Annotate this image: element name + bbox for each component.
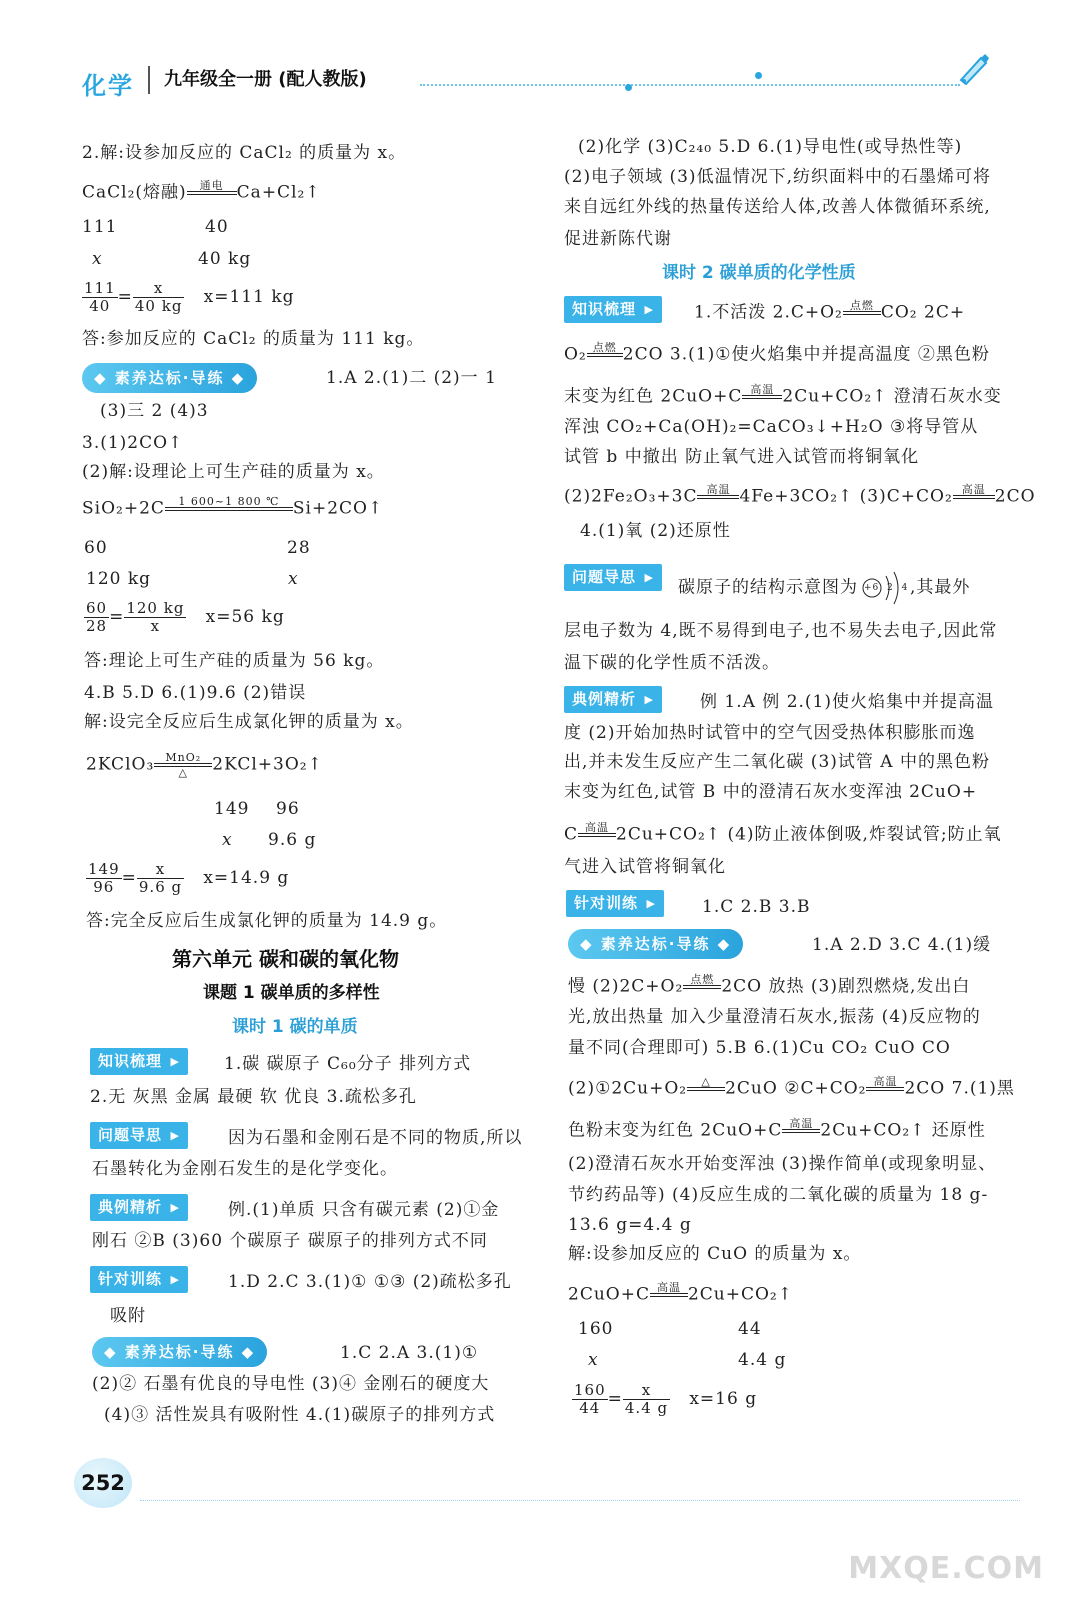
frac-num: 160 xyxy=(574,1381,606,1399)
eq-left: 末变为红色 2CuO+C xyxy=(564,386,743,407)
text-line: 4.B 5.D 6.(1)9.6 (2)错误 xyxy=(84,683,307,703)
equation-line xyxy=(564,342,990,368)
frac-num: x xyxy=(623,1382,670,1400)
unit-title: 第六单元 碳和碳的氧化物 xyxy=(172,947,399,971)
eq-left: 2CuO+C xyxy=(568,1284,650,1305)
eq-arrow xyxy=(683,974,721,1000)
text-line: 答:参加反应的 CaCl₂ 的质量为 111 kg。 xyxy=(82,329,425,349)
text-line: 44 xyxy=(738,1319,762,1339)
eq-left: O₂ xyxy=(564,344,587,365)
text-part: ,其最外 xyxy=(910,577,971,598)
header-dot xyxy=(755,72,762,79)
equation-line xyxy=(568,1076,1015,1102)
text-line: 4.4 g xyxy=(738,1350,787,1370)
eq-right: Ca+Cl₂↑ xyxy=(236,182,321,203)
eq-left: 慢 (2)2C+O₂ xyxy=(568,976,684,997)
text-line: 答:理论上可生产硅的质量为 56 kg。 xyxy=(84,651,385,671)
section-pill: ◆ 素养达标·导练 ◆ xyxy=(568,929,743,959)
eq-arrow xyxy=(154,752,212,778)
text-line: x xyxy=(222,830,233,850)
frac-den: 40 xyxy=(89,297,111,315)
text-line: 例.(1)单质 只含有碳元素 (2)①金 xyxy=(228,1200,500,1220)
text-line: 40 xyxy=(205,217,229,237)
tag-practice: 针对训练 ▶ xyxy=(90,1266,188,1293)
result: x=14.9 g xyxy=(203,868,290,888)
eq-right: 2Cu+CO₂↑ 澄清石灰水变 xyxy=(782,386,1002,407)
tag-example: 典例精析 ▶ xyxy=(90,1194,188,1221)
eq-arrow xyxy=(165,496,293,522)
fraction-line: $\frac{149}{96}$ = $\frac{x}{9.6 g}$ x=14.9 g xyxy=(88,860,290,896)
eq-arrow xyxy=(650,1282,688,1308)
eq-condition: 高温 xyxy=(873,1075,898,1088)
eq-arrow xyxy=(578,822,616,848)
text-line: 量不同(合理即可) 5.B 6.(1)Cu CO₂ CuO CO xyxy=(568,1038,951,1058)
topic-title: 课题 1 碳单质的多样性 xyxy=(203,983,380,1003)
eq-condition: 点燃 xyxy=(690,973,715,986)
frac-num: 149 xyxy=(88,860,120,878)
grade-text: 九年级全一册 xyxy=(164,69,272,90)
eq-arrow xyxy=(843,300,881,326)
text-line: 4.(1)氧 (2)还原性 xyxy=(580,521,731,541)
section-pill: ◆ 素养达标·导练 ◆ xyxy=(92,1337,267,1367)
equation-line xyxy=(568,1282,793,1308)
eq-arrow xyxy=(587,342,623,368)
eq-arrow xyxy=(742,384,782,410)
eq-condition: 通电 xyxy=(199,179,224,192)
text-line: 28 xyxy=(287,538,311,558)
result: x=16 g xyxy=(689,1389,758,1409)
text-line: 例 1.A 例 2.(1)使火焰集中并提高温 xyxy=(700,692,995,712)
text-line: 促进新陈代谢 xyxy=(564,229,672,249)
equation-line xyxy=(568,974,970,1000)
watermark: MXQE.COM xyxy=(848,1551,1044,1586)
text-line: 111 xyxy=(82,217,118,237)
eq-condition: △ xyxy=(701,1075,711,1088)
text-line xyxy=(678,568,970,608)
frac-den: 9.6 g xyxy=(138,878,183,896)
eq-condition: 点燃 xyxy=(592,341,617,354)
eq-left: 2KClO₃ xyxy=(86,754,155,775)
pen-icon xyxy=(955,50,991,90)
eq-left: SiO₂+2C xyxy=(82,498,165,519)
text-line: 来自远红外线的热量传送给人体,改善人体微循环系统, xyxy=(564,197,991,217)
text-line: 9.6 g xyxy=(268,830,317,850)
eq-left: 色粉末变为红色 2CuO+C xyxy=(568,1120,783,1141)
text-line: x xyxy=(288,569,299,589)
text-line: 答:完全反应后生成氯化钾的质量为 14.9 g。 xyxy=(86,911,448,931)
text-line: 浑浊 CO₂+Ca(OH)₂=CaCO₃↓+H₂O ③将导管从 xyxy=(564,417,979,437)
text-line: 2.解:设参加反应的 CaCl₂ 的质量为 x。 xyxy=(82,143,407,163)
text-line: 解:设完全反应后生成氯化钾的质量为 x。 xyxy=(84,712,414,732)
tag-practice: 针对训练 ▶ xyxy=(566,890,664,917)
text-line: 1.A 2.(1)二 (2)一 1 xyxy=(326,368,497,388)
eq-right: 2CO 3.(1)①使火焰集中并提高温度 ②黑色粉 xyxy=(622,344,990,365)
frac-den: 28 xyxy=(86,617,108,635)
fraction-line: $\frac{60}{28}$ = $\frac{120 kg}{x}$ x=56 kg xyxy=(86,599,285,635)
text-line: 1.C 2.B 3.B xyxy=(702,897,811,917)
eq-right: 2Cu+CO₂↑ (4)防止液体倒吸,炸裂试管;防止氧 xyxy=(616,824,1002,845)
eq-right: CO₂ 2C+ xyxy=(880,302,966,323)
eq-middle: 2CuO ②C+CO₂ xyxy=(725,1078,867,1099)
result: x=56 kg xyxy=(205,607,285,627)
eq-right: 2CO 7.(1)黑 xyxy=(904,1078,1015,1099)
eq-condition: 高温 xyxy=(706,483,731,496)
eq-left: 1.不活泼 2.C+O₂ xyxy=(694,302,843,323)
header-dot xyxy=(625,84,632,91)
frac-num: 120 kg xyxy=(126,599,185,617)
text-line: 光,放出热量 加入少量澄清石灰水,振荡 (4)反应物的 xyxy=(568,1007,981,1027)
eq-heat: △ xyxy=(178,766,188,779)
text-line: x xyxy=(92,249,103,269)
tag-question: 问题导思 ▶ xyxy=(90,1122,188,1149)
atom-shells: 2 4 xyxy=(887,583,911,593)
atom-structure-diagram xyxy=(858,568,910,608)
eq-left: (2)2Fe₂O₃+3C xyxy=(564,486,698,507)
eq-arrow xyxy=(687,1076,725,1102)
eq-left: (2)①2Cu+O₂ xyxy=(568,1078,688,1099)
text-line: 节约药品等) (4)反应生成的二氧化碳的质量为 18 g- xyxy=(568,1185,989,1205)
eq-condition: MnO₂ xyxy=(165,751,202,764)
text-line: 1.C 2.A 3.(1)① xyxy=(340,1343,479,1363)
text-line: (3)三 2 (4)3 xyxy=(100,401,209,421)
grade-label xyxy=(148,66,377,94)
tag-knowledge: 知识梳理 ▶ xyxy=(90,1048,188,1075)
text-line: x xyxy=(588,1350,599,1370)
result: x=111 kg xyxy=(203,287,295,307)
eq-right: 2CO xyxy=(994,486,1036,507)
text-part: 碳原子的结构示意图为 xyxy=(678,577,858,598)
frac-den: 96 xyxy=(93,878,115,896)
frac-num: 60 xyxy=(86,599,108,617)
eq-condition: 高温 xyxy=(585,821,610,834)
equation-line xyxy=(694,300,965,326)
eq-condition: 高温 xyxy=(750,383,775,396)
text-line: 2.无 灰黑 金属 最硬 软 优良 3.疏松多孔 xyxy=(90,1087,417,1107)
text-line: 120 kg xyxy=(86,569,152,589)
eq-middle: 4Fe+3CO₂↑ (3)C+CO₂ xyxy=(739,486,953,507)
subject-title: 化学 xyxy=(82,72,134,100)
tag-question: 问题导思 ▶ xyxy=(564,564,662,591)
text-line: 解:设参加反应的 CuO 的质量为 x。 xyxy=(568,1244,862,1264)
frac-den: 4.4 g xyxy=(624,1399,669,1417)
eq-left: CaCl₂(熔融) xyxy=(82,182,187,203)
frac-den: x xyxy=(150,617,161,635)
text-line: 试管 b 中撤出 防止氧气进入试管而将铜氧化 xyxy=(564,447,920,467)
text-line: (4)③ 活性炭具有吸附性 4.(1)碳原子的排列方式 xyxy=(104,1405,496,1425)
text-line: 末变为红色,试管 B 中的澄清石灰水变浑浊 2CuO+ xyxy=(564,782,978,802)
eq-right: 2CO 放热 (3)剧烈燃烧,发出白 xyxy=(721,976,971,997)
lesson-title: 课时 1 碳的单质 xyxy=(232,1017,358,1037)
eq-arrow xyxy=(697,484,739,510)
eq-left: C xyxy=(564,824,579,845)
text-line: 石墨转化为金刚石发生的是化学变化。 xyxy=(92,1159,398,1179)
text-line: 3.(1)2CO↑ xyxy=(82,433,184,453)
eq-right: Si+2CO↑ xyxy=(292,498,384,519)
text-line: (2)解:设理论上可生产硅的质量为 x。 xyxy=(82,462,385,482)
text-line: 气进入试管将铜氧化 xyxy=(564,857,726,877)
equation-line xyxy=(564,484,1036,510)
text-line: 层电子数为 4,既不易得到电子,也不易失去电子,因此常 xyxy=(564,621,998,641)
text-line: (2)化学 (3)C₂₄₀ 5.D 6.(1)导电性(或导热性等) xyxy=(578,137,963,157)
text-line: 刚石 ②B (3)60 个碳原子 碳原子的排列方式不同 xyxy=(92,1231,488,1251)
eq-condition: 高温 xyxy=(789,1117,814,1130)
eq-arrow xyxy=(866,1076,904,1102)
eq-condition: 高温 xyxy=(656,1281,681,1294)
eq-condition: 点燃 xyxy=(849,299,874,312)
equation-line xyxy=(82,496,383,522)
text-line: 度 (2)开始加热时试管中的空气因受热体积膨胀而逸 xyxy=(564,723,976,743)
text-line: (2)澄清石灰水开始变浑浊 (3)操作简单(或现象明显、 xyxy=(568,1154,997,1174)
text-line: 160 xyxy=(578,1319,614,1339)
eq-arrow xyxy=(187,180,237,206)
text-line: 40 kg xyxy=(198,249,252,269)
frac-num: x xyxy=(137,861,184,879)
frac-num: x xyxy=(133,280,185,298)
header-divider xyxy=(420,84,960,86)
equation-line xyxy=(568,1118,986,1144)
lesson-title: 课时 2 碳单质的化学性质 xyxy=(662,263,856,283)
eq-right: 2Cu+CO₂↑ 还原性 xyxy=(820,1120,986,1141)
footer-divider xyxy=(140,1500,1020,1501)
tag-knowledge: 知识梳理 ▶ xyxy=(564,296,662,323)
edition-text: (配人教版) xyxy=(278,69,367,90)
text-line: 13.6 g=4.4 g xyxy=(568,1215,692,1235)
eq-condition: 1 600~1 800 ℃ xyxy=(178,495,280,508)
text-line: 温下碳的化学性质不活泼。 xyxy=(564,653,780,673)
text-line: 1.碳 碳原子 C₆₀分子 排列方式 xyxy=(224,1054,472,1074)
fraction-line: $\frac{160}{44}$ = $\frac{x}{4.4 g}$ x=16 g xyxy=(574,1381,758,1417)
text-line: 1.D 2.C 3.(1)① ①③ (2)疏松多孔 xyxy=(228,1272,512,1292)
section-pill: ◆ 素养达标·导练 ◆ xyxy=(82,363,257,393)
frac-den: 40 kg xyxy=(134,297,183,315)
text-line: 吸附 xyxy=(110,1306,146,1326)
fraction-line: $\frac{111}{40}$ = $\frac{x}{40 kg}$ x=111 kg xyxy=(84,279,295,315)
text-line: 出,并未发生反应产生二氧化碳 (3)试管 A 中的黑色粉 xyxy=(564,752,990,772)
equation-line xyxy=(82,180,321,206)
eq-right: 2Cu+CO₂↑ xyxy=(687,1284,793,1305)
eq-arrow xyxy=(782,1118,820,1144)
eq-right: 2KCl+3O₂↑ xyxy=(212,754,323,775)
equation-line xyxy=(564,822,1002,848)
frac-num: 111 xyxy=(84,279,116,297)
frac-den: 44 xyxy=(579,1399,601,1417)
page-number: 252 xyxy=(74,1458,132,1508)
atom-nucleus: +6 xyxy=(864,583,880,593)
eq-condition: 高温 xyxy=(961,483,986,496)
text-line: 60 xyxy=(84,538,108,558)
tag-example: 典例精析 ▶ xyxy=(564,686,662,713)
text-line: (2)电子领域 (3)低温情况下,纺织面料中的石墨烯可将 xyxy=(564,167,991,187)
eq-arrow xyxy=(953,484,995,510)
text-line: (2)② 石墨有优良的导电性 (3)④ 金刚石的硬度大 xyxy=(92,1374,490,1394)
text-line: 因为石墨和金刚石是不同的物质,所以 xyxy=(228,1128,523,1148)
equation-line xyxy=(564,384,1002,410)
equation-line xyxy=(86,752,323,778)
text-line: 1.A 2.D 3.C 4.(1)缓 xyxy=(812,935,992,955)
text-line: 149 xyxy=(214,799,250,819)
text-line: 96 xyxy=(276,799,300,819)
